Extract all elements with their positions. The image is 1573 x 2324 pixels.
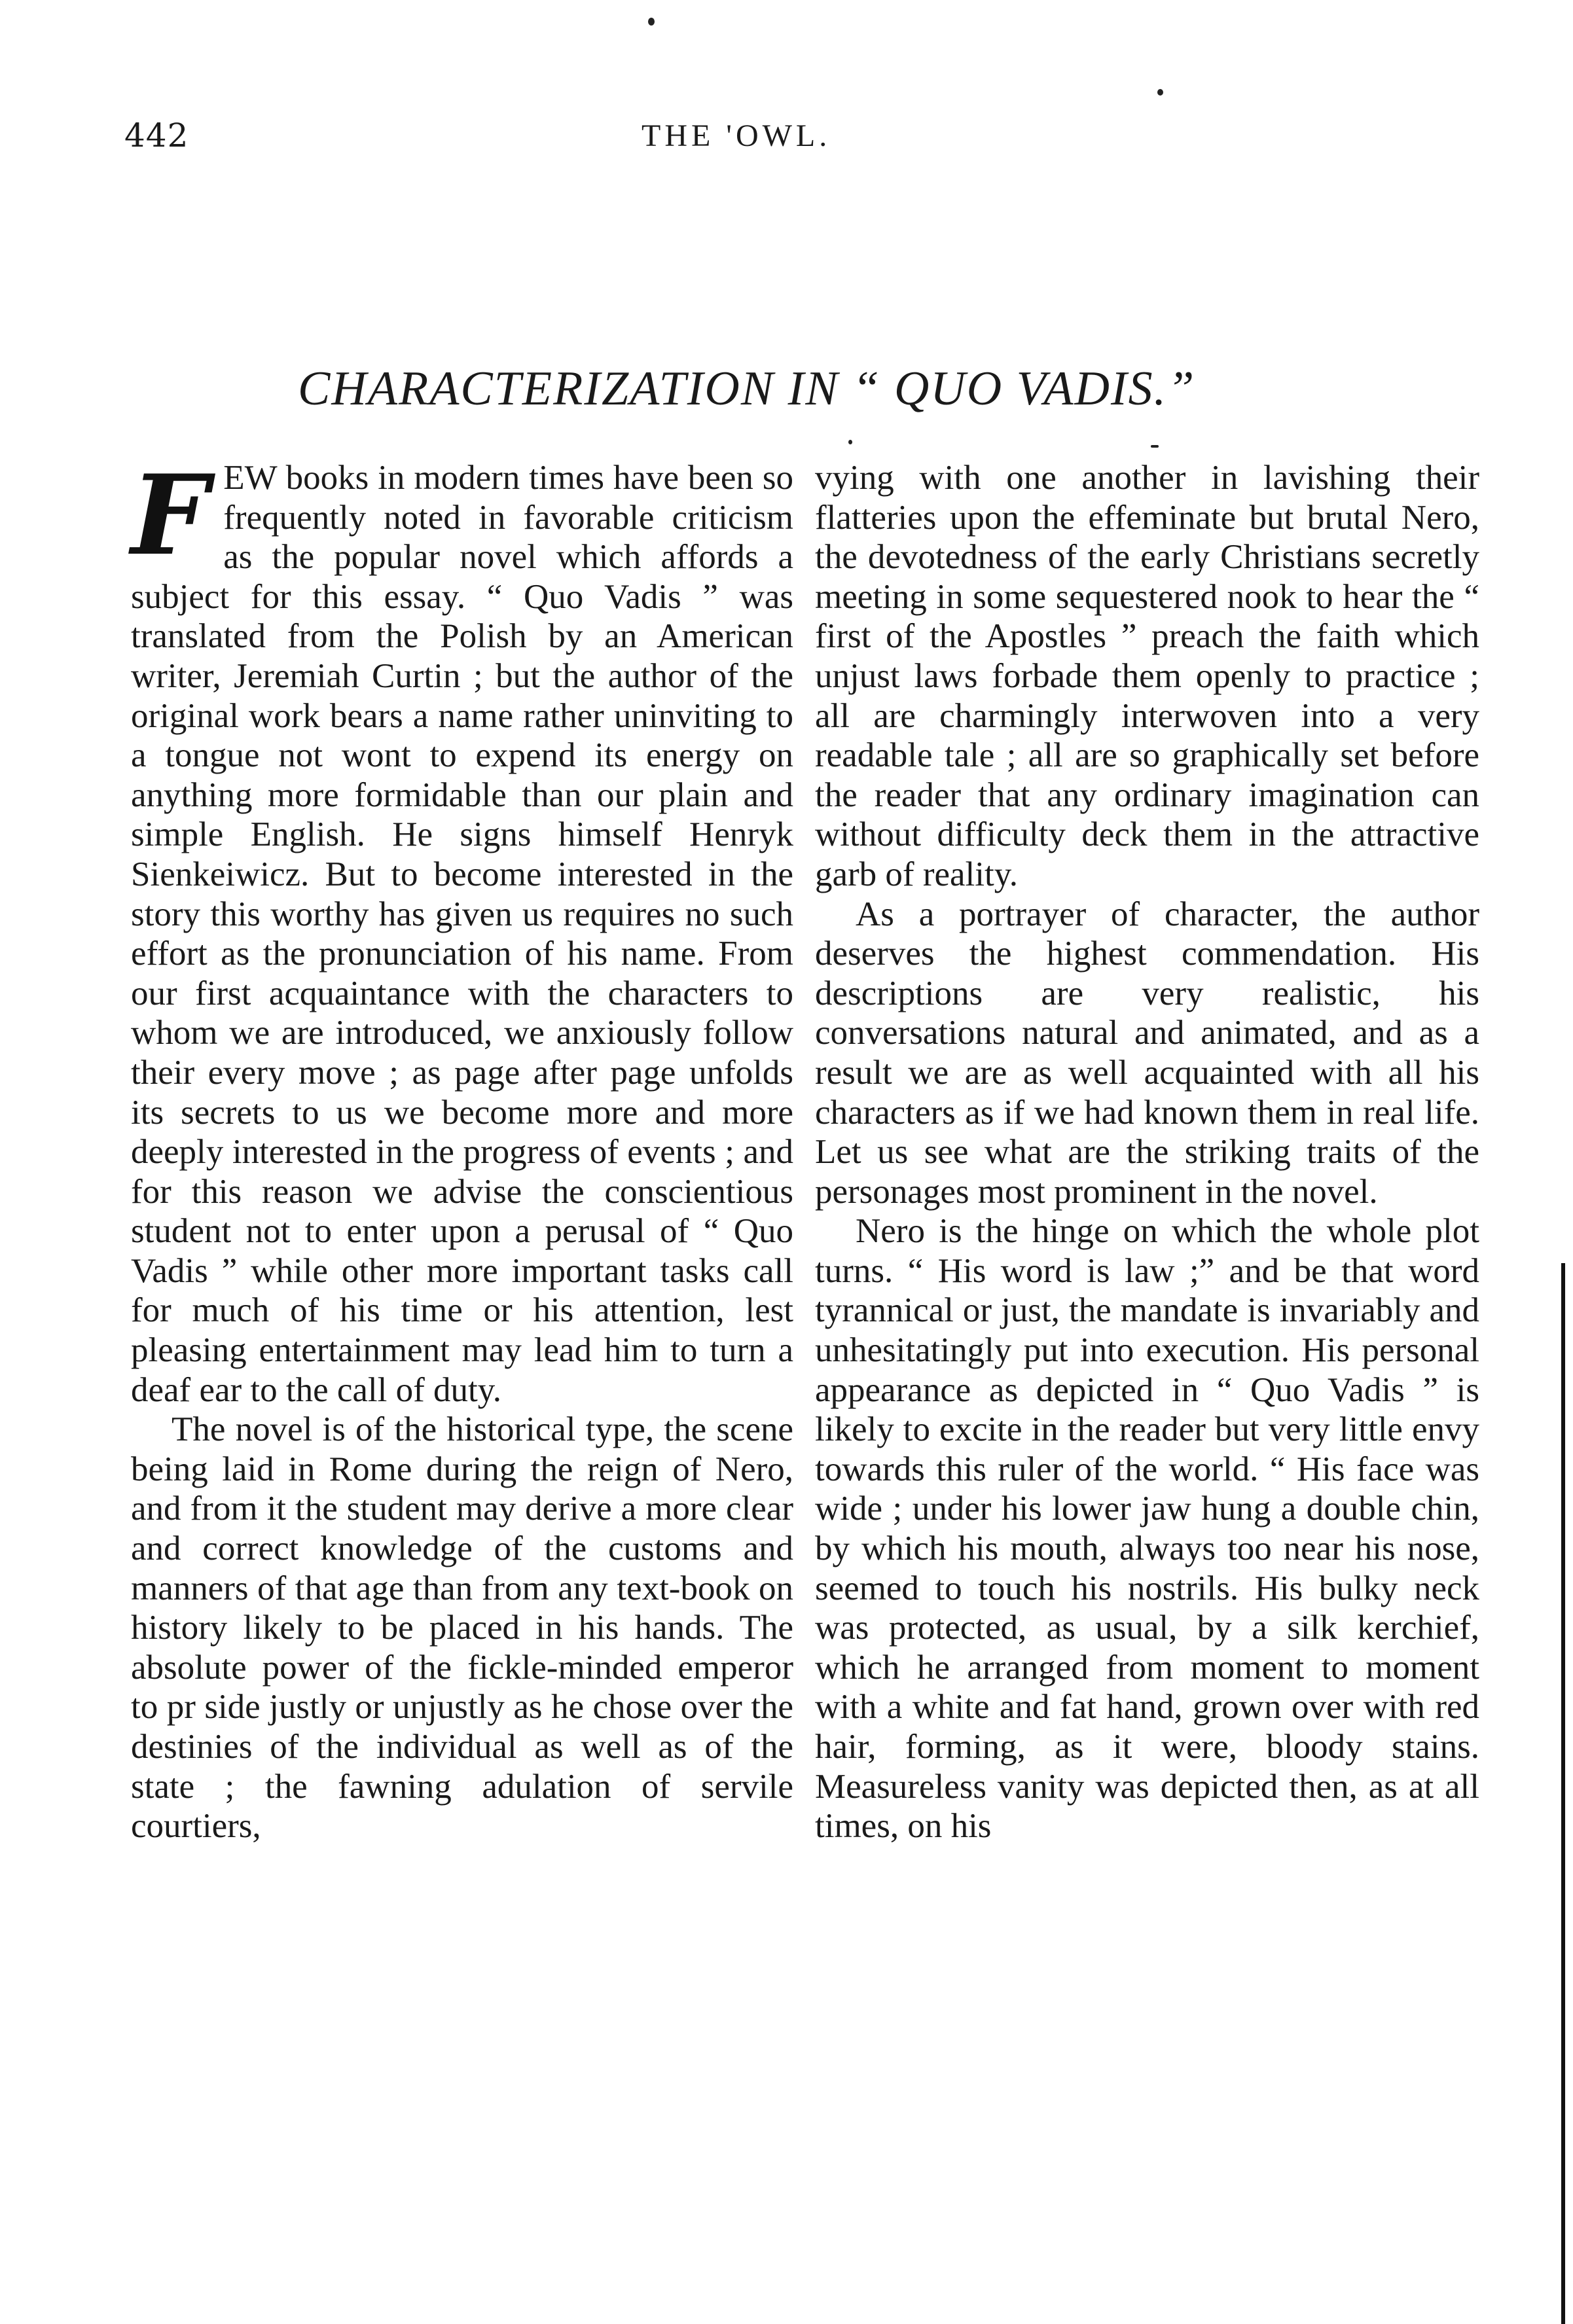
- print-speck: [848, 440, 852, 444]
- paragraph: Nero is the hinge on which the whole plot turns. “ His word is law ;” and be that word tyrannical or just, the mandate is invariably and unhesitatingly put into execution. His personal appearance as depicted in “ Quo Vadis ” is likely to excite in the reader but very little envy towards this ruler of the world. “ His face was wide ; under his lower jaw hung a double chin, by which his mouth, always too near his nose, seemed to touch his nostrils. His bulky neck was protected, as usual, by a silk kerchief, which he arranged from moment to moment with a white and fat hand, grown over with red hair, forming, as it were, bloody stains. Measureless vanity was depicted then, as at all times, on his: [815, 1212, 1479, 1846]
- print-speck: [1157, 89, 1163, 96]
- paragraph: As a portrayer of character, the author deserves the highest commendation. His descriptions are very realistic, his conversations natural and animated, and as a result we are as well acquainted with all his characters as if we had known them in real life. Let us see what are the striking traits of the personages most prominent in the novel.: [815, 895, 1479, 1211]
- page-edge-shadow: [1561, 1263, 1565, 2324]
- page-number: 442: [124, 116, 189, 154]
- running-title: THE 'OWL.: [642, 118, 831, 153]
- left-column: [131, 450, 793, 1846]
- drop-cap: F: [131, 450, 209, 580]
- paragraph-text: EW books in modern times have been so frequently noted in favorable criticism as the popular novel which affords a subject for this essay. “ Quo Vadis ” was translated from the Polish by an American writer, Jeremiah Curtin ; but the author of the original work bears a name rather uninviting to a tongue not wont to expend its energy on anything more formidable than our plain and simple English. He signs himself Henryk Sienkeiwicz. But to become interested in the story this worthy has given us requires no such effort as the pronunciation of his name. From our first acquaintance with the characters to whom we are introduced, we anxiously follow their every move ; as page after page unfolds its secrets to us we become more and more deeply interested in the progress of events ; and for this reason we advise the conscientious student not to enter upon a perusal of “ Quo Vadis ” while other more important tasks call for much of his time or his attention, lest pleasing entertainment may lead him to turn a deaf ear to the call of duty.: [131, 459, 793, 1409]
- print-speck: [648, 18, 655, 26]
- print-speck: [1151, 445, 1159, 448]
- article-title: CHARACTERIZATION IN “ QUO VADIS.”: [298, 362, 1196, 416]
- paragraph: vying with one another in lavishing their flatteries upon the effeminate but brutal Nero, the devotedness of the early Christians secretly meeting in some sequestered nook to hear the “ first of the Apostles ” preach the faith which unjust laws forbade them openly to practice ; all are charmingly interwoven into a very readable tale ; all are so graphically set before the reader that any ordinary imagination can without difficulty deck them in the attractive garb of reality.: [815, 459, 1479, 893]
- right-column: [815, 458, 1479, 1846]
- paragraph: The novel is of the historical type, the scene being laid in Rome during the reign of Nero, and from it the student may derive a more clear and correct knowledge of the customs and manners of that age than from any text-book on history likely to be placed in his hands. The absolute power of the fickle-minded emperor to pr side justly or unjustly as he chose over the destinies of the individual as well as of the state ; the fawning adulation of servile courtiers,: [131, 1410, 793, 1846]
- paragraph: [131, 450, 793, 1410]
